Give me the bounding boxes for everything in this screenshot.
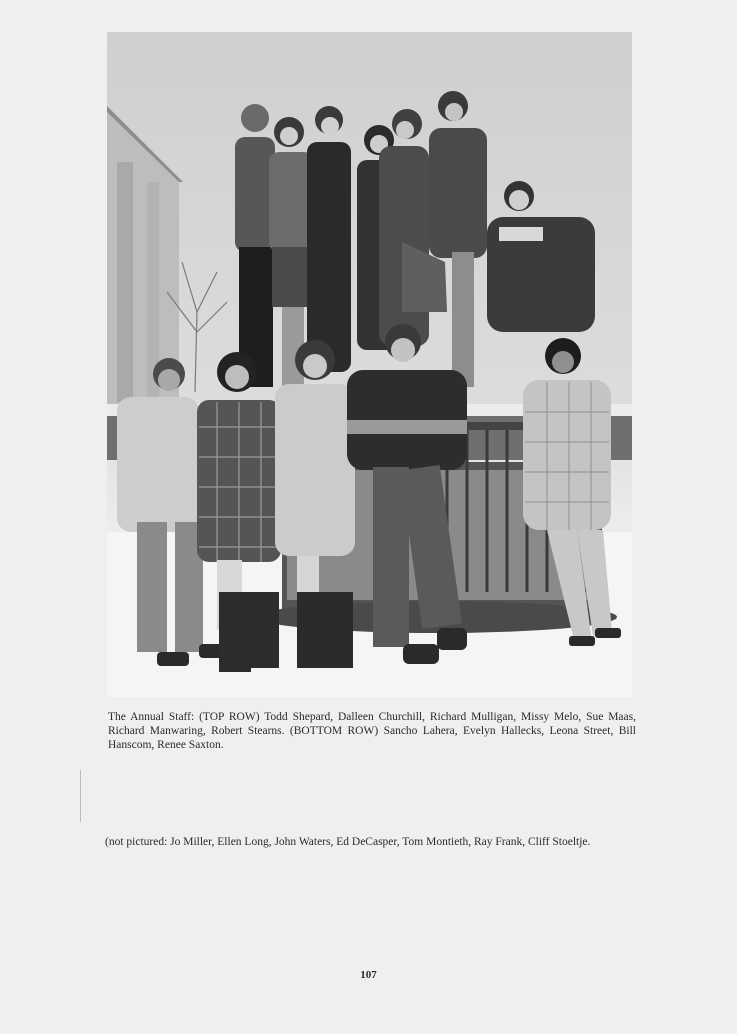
group-photo-illustration	[107, 32, 632, 697]
margin-mark	[80, 770, 81, 822]
page-number: 107	[360, 969, 377, 981]
group-photo	[107, 32, 632, 697]
not-pictured-note: (not pictured: Jo Miller, Ellen Long, John Waters, Ed DeCasper, Tom Montieth, Ray Frank, Cliff Stoeltje.	[105, 836, 591, 848]
photo-caption: The Annual Staff: (TOP ROW) Todd Shepard, Dalleen Churchill, Richard Mulligan, Missy Melo, Sue Maas, Richard Manwaring, Robert Stearns. (BOTTOM ROW) Sancho Lahera, Evelyn Hallecks, Leona Street, Bill Hanscom, Renee Saxton.	[108, 711, 636, 751]
